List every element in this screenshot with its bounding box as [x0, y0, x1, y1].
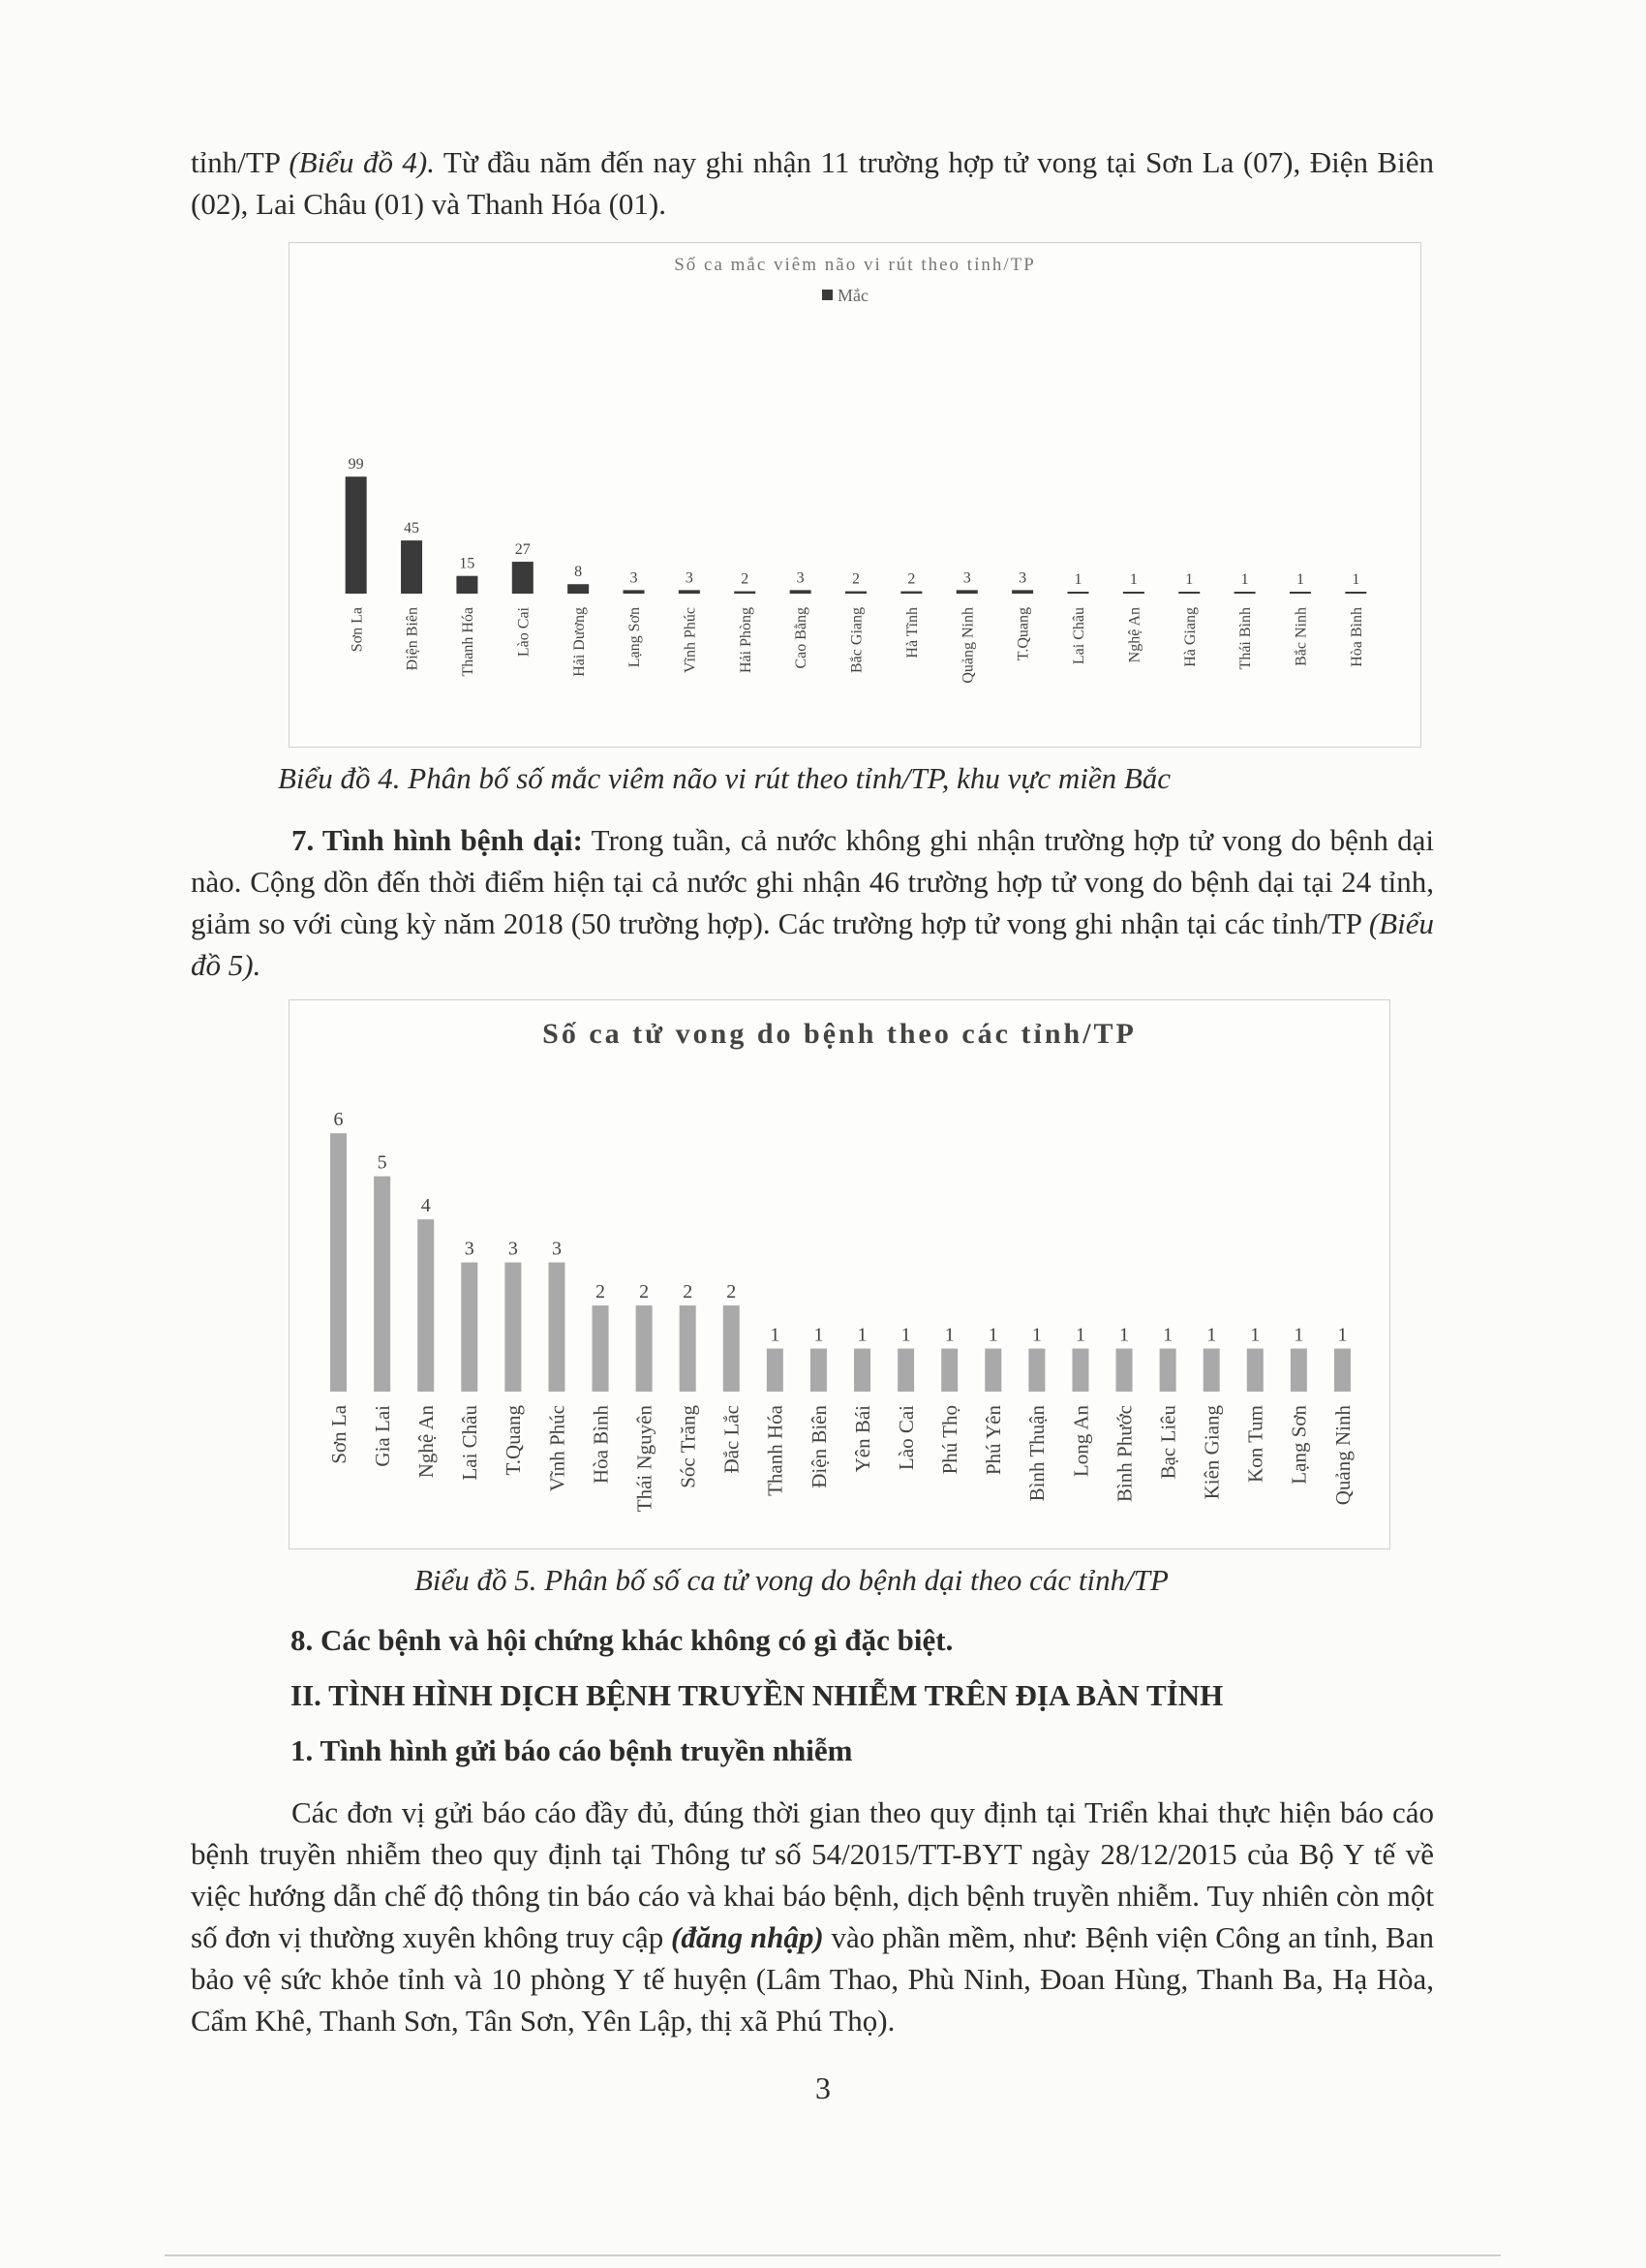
chart-title: Số ca mắc viêm não vi rút theo tỉnh/TP [674, 255, 1036, 275]
bar-9 [680, 1305, 696, 1392]
data-label-14: 1 [900, 1324, 911, 1346]
category-label-21: Kiên Giang [1200, 1405, 1224, 1500]
data-label-19: 1 [1352, 571, 1360, 588]
category-label-6: Lạng Sơn [626, 607, 644, 668]
category-label-14: Lai Châu [1071, 607, 1088, 665]
category-label-10: Đắc Lắc [719, 1405, 744, 1474]
category-label-19: Bình Phước [1113, 1405, 1137, 1503]
category-label-14: Lào Cai [894, 1405, 918, 1471]
intro-text-2: Từ đầu năm đến nay ghi nhận 11 trường hợp tử vong tại Sơn La (07), Điện Biên (02), Lai Châu (01) và Thanh Hóa (01). [191, 145, 1434, 221]
data-label-16: 1 [988, 1324, 998, 1346]
bar-10 [723, 1305, 740, 1392]
bar-12 [810, 1349, 827, 1392]
category-label-12: Quảng Ninh [960, 607, 977, 684]
data-label-3: 4 [420, 1195, 431, 1217]
data-label-5: 8 [574, 564, 583, 581]
bar-3 [456, 576, 477, 594]
chart-title: Số ca tử vong do bệnh theo các tỉnh/TP [542, 1018, 1137, 1050]
category-label-13: Yên Bái [850, 1405, 874, 1473]
bar-7 [593, 1305, 609, 1392]
data-label-14: 1 [1074, 571, 1082, 588]
intro-text-1: tỉnh/TP [191, 145, 290, 179]
data-label-7: 3 [685, 569, 693, 587]
chart5-ref: (Biểu đồ 5). [191, 906, 1434, 982]
chart-legend [822, 286, 869, 305]
final-emph: (đăng nhập) [671, 1920, 824, 1954]
category-label-15: Nghệ An [1126, 607, 1143, 663]
data-label-8: 2 [639, 1281, 650, 1303]
category-label-3: Thanh Hóa [460, 607, 477, 677]
final-text-2: vào phần mềm, như: Bệnh viện Công an tỉnh, Ban bảo vệ sức khỏe tỉnh và 10 phòng Y tế huyện (Lâm Thao, Phù Ninh, Đoan Hùng, Thanh Ba, Hạ Hòa, Cẩm Khê, Thanh Sơn, Tân Sơn, Yên Lập, thị xã Phú Thọ). [191, 1920, 1434, 2038]
data-label-20: 1 [1163, 1324, 1174, 1346]
data-label-15: 1 [944, 1324, 955, 1346]
data-label-11: 1 [770, 1324, 780, 1346]
data-label-9: 3 [796, 569, 805, 587]
category-label-22: Kon Tum [1243, 1405, 1267, 1483]
data-label-10: 2 [726, 1281, 737, 1303]
category-label-2: Điện Biên [404, 607, 421, 671]
category-label-6: Vĩnh Phúc [545, 1405, 569, 1492]
bar-6 [548, 1263, 564, 1392]
category-label-9: Sóc Trăng [676, 1405, 700, 1488]
data-label-11: 2 [907, 570, 916, 588]
data-label-6: 3 [629, 569, 638, 587]
data-label-15: 1 [1129, 571, 1138, 588]
data-label-3: 15 [459, 555, 475, 572]
bar-4 [512, 562, 533, 594]
data-label-6: 3 [551, 1238, 562, 1260]
section7-text: Trong tuần, cả nước không ghi nhận trường hợp tử vong do bệnh dại nào. Cộng dồn đến thời điểm hiện tại cả nước ghi nhận 46 trường hợp tử vong do bệnh dại tại 24 tỉnh, giảm so với cùng kỳ năm 2018 (50 trường hợp). Các trường hợp tử vong ghi nhận tại các tỉnh/TP [191, 823, 1434, 940]
chart4-caption: Biểu đồ 4. Phân bố số mắc viêm não vi rút theo tỉnh/TP, khu vực miền Bắc [278, 761, 1172, 795]
data-label-12: 3 [962, 569, 971, 587]
category-label-24: Quảng Ninh [1330, 1405, 1355, 1506]
category-label-4: Lai Châu [458, 1405, 482, 1481]
bar-3 [417, 1219, 434, 1392]
section7-heading: 7. Tình hình bệnh dại: [291, 823, 583, 857]
bar-5 [504, 1263, 521, 1392]
bar-13 [854, 1349, 870, 1392]
bar-19 [1345, 592, 1366, 594]
data-label-5: 3 [507, 1238, 518, 1260]
data-label-1: 99 [348, 456, 364, 474]
bar-11 [900, 592, 922, 594]
category-label-18: Bắc Ninh [1293, 607, 1310, 666]
bar-4 [461, 1263, 477, 1392]
data-label-4: 27 [514, 541, 531, 559]
bar-8 [636, 1305, 653, 1392]
chart5-caption: Biểu đồ 5. Phân bố số ca tử vong do bệnh dại theo các tỉnh/TP [414, 1563, 1169, 1597]
data-label-4: 3 [464, 1238, 474, 1260]
category-label-20: Bạc Liêu [1156, 1405, 1180, 1480]
category-label-19: Hòa Bình [1348, 607, 1365, 667]
chart4-ref: (Biểu đồ 4). [289, 145, 435, 179]
final-paragraph [191, 1792, 1434, 2041]
category-label-3: Nghệ An [414, 1405, 439, 1479]
bar-9 [790, 590, 811, 594]
category-label-17: Thái Bình [1237, 607, 1255, 670]
category-label-2: Gia Lai [370, 1405, 394, 1467]
category-label-1: Sơn La [326, 1405, 351, 1464]
category-label-11: Hà Tĩnh [903, 607, 921, 659]
category-label-15: Phú Thọ [938, 1405, 962, 1475]
category-label-5: Hải Dương [570, 607, 588, 677]
data-label-13: 3 [1019, 569, 1027, 587]
data-label-10: 2 [852, 570, 860, 588]
category-label-11: Thanh Hóa [763, 1405, 787, 1496]
bar-12 [957, 590, 978, 594]
data-label-16: 1 [1185, 571, 1194, 588]
bar-21 [1204, 1349, 1220, 1392]
bar-14 [1067, 592, 1088, 594]
bottom-rule [165, 2254, 1501, 2256]
bar-1 [330, 1133, 347, 1392]
chart4-frame [289, 242, 1421, 748]
category-label-16: Hà Giang [1181, 607, 1199, 667]
data-label-7: 2 [595, 1281, 606, 1303]
data-label-13: 1 [857, 1324, 868, 1346]
bar-22 [1247, 1349, 1264, 1392]
bar-19 [1116, 1349, 1133, 1392]
category-label-7: Hòa Bình [589, 1405, 613, 1485]
bar-2 [401, 540, 422, 594]
category-label-4: Lào Cai [515, 607, 533, 658]
data-label-21: 1 [1206, 1324, 1217, 1346]
bar-23 [1291, 1349, 1307, 1392]
chart4 [290, 243, 1420, 747]
data-label-19: 1 [1119, 1324, 1130, 1346]
page-number: 3 [815, 2070, 831, 2105]
category-label-5: T.Quang [502, 1405, 526, 1476]
legend-label: Mắc [838, 286, 869, 305]
bar-1 [346, 476, 367, 594]
category-label-12: Điện Biên [807, 1405, 831, 1488]
category-label-23: Lạng Sơn [1287, 1405, 1311, 1485]
data-label-23: 1 [1294, 1324, 1304, 1346]
bar-16 [985, 1349, 1001, 1392]
chart5 [290, 1000, 1389, 1548]
bar-2 [374, 1177, 390, 1392]
bar-18 [1290, 592, 1311, 594]
bar-6 [624, 590, 645, 594]
category-label-1: Sơn La [349, 607, 366, 653]
data-label-24: 1 [1337, 1324, 1348, 1346]
category-label-17: Bình Thuận [1025, 1405, 1050, 1502]
category-label-18: Long An [1069, 1405, 1093, 1478]
bar-8 [734, 592, 755, 594]
category-label-8: Hải Phòng [737, 607, 754, 673]
data-label-18: 1 [1295, 571, 1304, 588]
bar-17 [1028, 1349, 1045, 1392]
bar-7 [679, 590, 700, 594]
bar-15 [1123, 592, 1144, 594]
data-label-2: 45 [404, 520, 420, 537]
bar-5 [567, 584, 589, 594]
bar-13 [1012, 590, 1033, 594]
intro-paragraph [191, 141, 1434, 225]
section-II-1-heading: 1. Tình hình gửi báo cáo bệnh truyền nhiễm [290, 1733, 853, 1767]
category-label-10: Bắc Giang [848, 607, 866, 673]
bar-15 [941, 1349, 958, 1392]
data-label-8: 2 [741, 570, 749, 588]
bar-24 [1334, 1349, 1351, 1392]
data-label-22: 1 [1250, 1324, 1261, 1346]
category-label-8: Thái Nguyên [632, 1405, 656, 1513]
final-text-1: Các đơn vị gửi báo cáo đầy đủ, đúng thời gian theo quy định tại Triển khai thực hiện báo cáo bệnh truyền nhiễm theo quy định tại Thông tư số 54/2015/TT-BYT ngày 28/12/2015 của Bộ Y tế về việc hướng dẫn chế độ thông tin báo cáo và khai báo bệnh, dịch bệnh truyền nhiễm. Tuy nhiên còn một số đơn vị thường xuyên không truy cập [191, 1795, 1434, 1954]
bar-16 [1178, 592, 1200, 594]
bar-17 [1234, 592, 1256, 594]
data-label-12: 1 [813, 1324, 824, 1346]
bar-11 [767, 1349, 783, 1392]
data-label-1: 6 [333, 1109, 344, 1131]
category-label-13: T.Quang [1015, 607, 1032, 661]
bar-14 [898, 1349, 914, 1392]
chart5-frame [289, 999, 1390, 1549]
section-II-heading: II. TÌNH HÌNH DỊCH BỆNH TRUYỀN NHIỄM TRÊN ĐỊA BÀN TỈNH [290, 1678, 1224, 1712]
data-label-18: 1 [1075, 1324, 1085, 1346]
category-label-9: Cao Bằng [793, 607, 810, 669]
bar-20 [1160, 1349, 1176, 1392]
legend-swatch [822, 290, 833, 300]
data-label-9: 2 [683, 1281, 693, 1303]
data-label-17: 1 [1240, 571, 1249, 588]
data-label-2: 5 [377, 1151, 387, 1174]
bar-18 [1072, 1349, 1088, 1392]
category-label-7: Vĩnh Phúc [682, 607, 699, 673]
section7-paragraph [191, 819, 1434, 986]
bar-10 [845, 592, 867, 594]
section8-heading: 8. Các bệnh và hội chứng khác không có gì đặc biệt. [290, 1623, 954, 1657]
data-label-17: 1 [1031, 1324, 1042, 1346]
category-label-16: Phú Yên [982, 1405, 1006, 1476]
